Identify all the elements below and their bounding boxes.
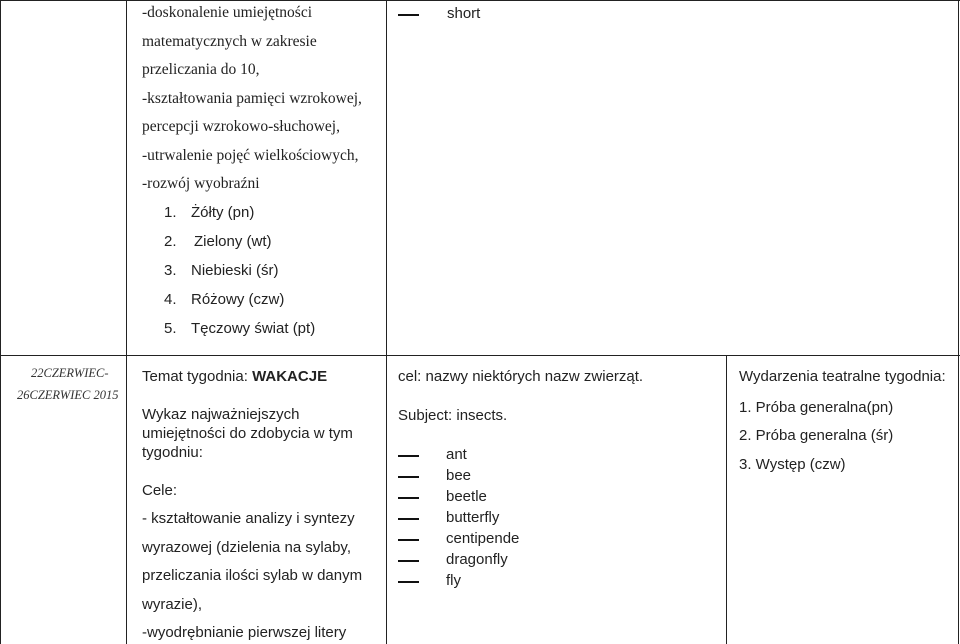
day-number: 1. bbox=[164, 204, 177, 221]
date-range-end: 26CZERWIEC 2015 bbox=[17, 388, 119, 402]
goals-line: -wyodrębnianie pierwszej litery bbox=[142, 624, 347, 641]
event-item: 1. Próba generalna(pn) bbox=[739, 399, 894, 416]
row1-goal-line: przeliczania do 10, bbox=[142, 61, 260, 78]
list-dash bbox=[398, 518, 419, 520]
row1-goal-line: -doskonalenie umiejętności bbox=[142, 4, 313, 21]
day-number: 5. bbox=[164, 320, 177, 337]
list-dash bbox=[398, 14, 419, 16]
insect-item: ant bbox=[446, 446, 467, 463]
insect-item: beetle bbox=[446, 488, 487, 505]
day-number: 3. bbox=[164, 262, 177, 279]
event-item: 3. Występ (czw) bbox=[739, 456, 846, 473]
list-dash bbox=[398, 455, 419, 457]
row1-goal-line: -utrwalenie pojęć wielkościowych, bbox=[142, 147, 359, 164]
day-number: 4. bbox=[164, 291, 177, 308]
row1-goal-line: -rozwój wyobraźni bbox=[142, 175, 260, 192]
goals-line: wyrazowej (dzielenia na sylaby, bbox=[142, 539, 351, 556]
theme-prefix: Temat tygodnia: bbox=[142, 368, 253, 385]
row1-word: short bbox=[447, 5, 481, 22]
insect-item: centipende bbox=[446, 530, 520, 547]
col-divider-3-row2 bbox=[726, 356, 727, 644]
day-label: Zielony (wt) bbox=[194, 233, 272, 250]
insect-item: butterfly bbox=[446, 509, 500, 526]
vocabulary-goal: cel: nazwy niektórych nazw zwierząt. bbox=[398, 368, 644, 385]
table-border-top bbox=[0, 0, 960, 1]
goals-label: Cele: bbox=[142, 482, 178, 499]
col-divider-1 bbox=[126, 0, 127, 644]
list-dash bbox=[398, 539, 419, 541]
col-divider-2 bbox=[386, 0, 387, 644]
day-label: Różowy (czw) bbox=[191, 291, 285, 308]
skills-line: Wykaz najważniejszych bbox=[142, 406, 300, 423]
list-dash bbox=[398, 497, 419, 499]
list-dash bbox=[398, 560, 419, 562]
list-dash bbox=[398, 581, 419, 583]
subject-line: Subject: insects. bbox=[398, 407, 508, 424]
insect-item: fly bbox=[446, 572, 461, 589]
skills-line: tygodniu: bbox=[142, 444, 203, 461]
table-border-right bbox=[958, 0, 959, 644]
theme-heading bbox=[142, 368, 327, 385]
row1-goal-line: matematycznych w zakresie bbox=[142, 33, 317, 50]
event-item: 2. Próba generalna (śr) bbox=[739, 427, 894, 444]
day-label: Niebieski (śr) bbox=[191, 262, 279, 279]
goals-line: - kształtowanie analizy i syntezy bbox=[142, 510, 355, 527]
insect-item: bee bbox=[446, 467, 472, 484]
date-range-start: 22CZERWIEC- bbox=[31, 366, 109, 380]
list-dash bbox=[398, 476, 419, 478]
table-border-left bbox=[0, 0, 1, 644]
row-divider bbox=[0, 355, 960, 356]
day-label: Tęczowy świat (pt) bbox=[191, 320, 316, 337]
theme-title: WAKACJE bbox=[252, 368, 328, 385]
row1-goal-line: -kształtowania pamięci wzrokowej, bbox=[142, 90, 362, 107]
day-number: 2. bbox=[164, 233, 177, 250]
insect-item: dragonfly bbox=[446, 551, 508, 568]
skills-line: umiejętności do zdobycia w tym bbox=[142, 425, 353, 442]
day-label: Żółty (pn) bbox=[191, 204, 255, 221]
events-title: Wydarzenia teatralne tygodnia: bbox=[739, 368, 946, 385]
row1-goal-line: percepcji wzrokowo-słuchowej, bbox=[142, 118, 340, 135]
goals-line: przeliczania ilości sylab w danym bbox=[142, 567, 363, 584]
goals-line: wyrazie), bbox=[142, 596, 203, 613]
